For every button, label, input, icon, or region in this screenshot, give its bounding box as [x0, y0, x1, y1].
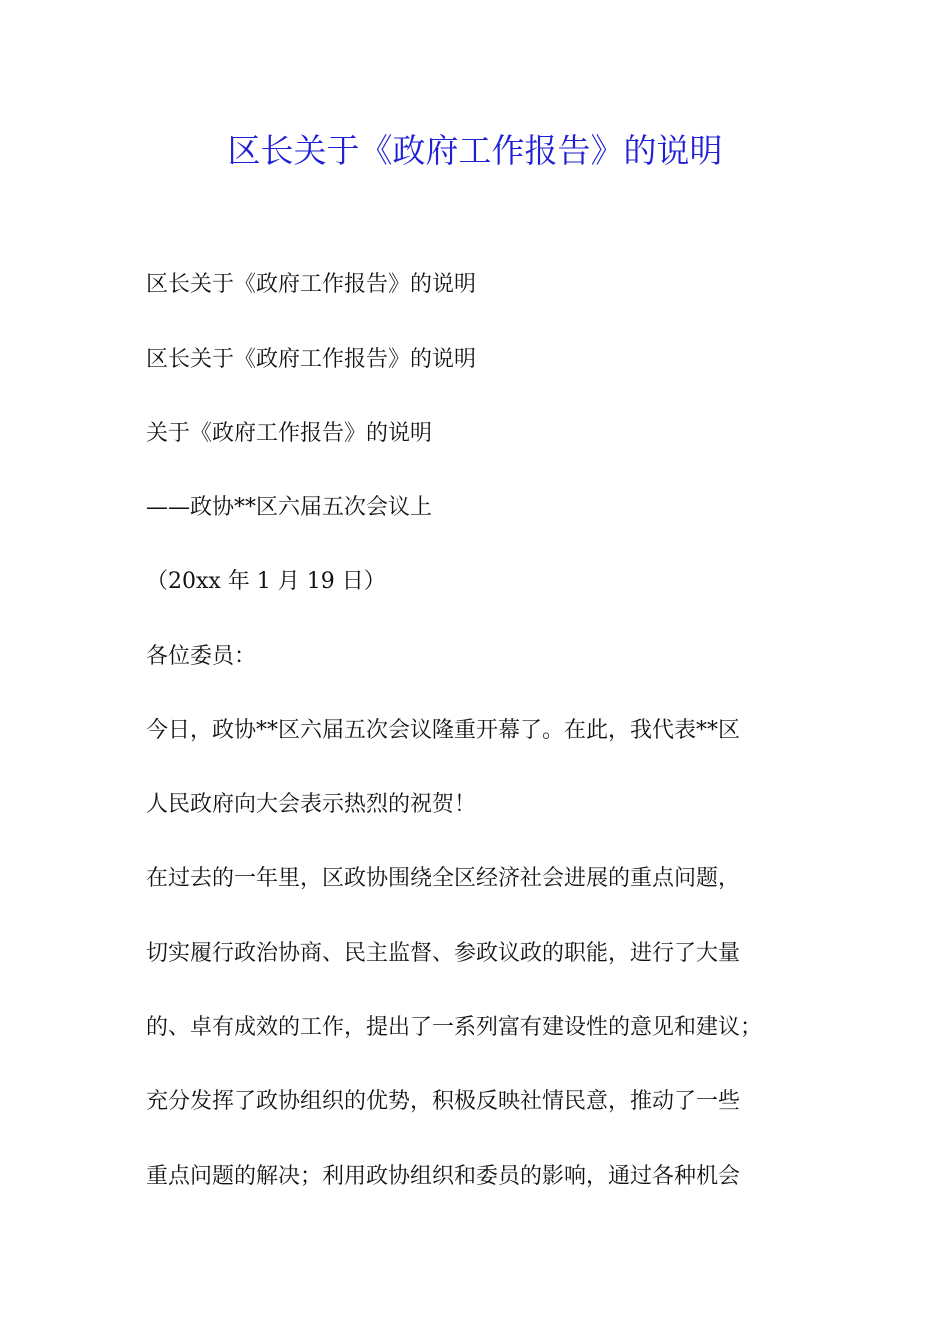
text-line-12: 充分发挥了政协组织的优势，积极反映社情民意，推动了一些 [146, 1089, 741, 1114]
text-line-9: 在过去的一年里，区政协围绕全区经济社会进展的重点问题， [146, 866, 741, 891]
text-line-8: 人民政府向大会表示热烈的祝贺！ [146, 792, 477, 817]
text-line-7: 今日，政协**区六届五次会议隆重开幕了。在此，我代表**区 [146, 718, 741, 743]
document-title: 区长关于《政府工作报告》的说明 [227, 131, 723, 170]
text-line-1: 区长关于《政府工作报告》的说明 [146, 272, 477, 297]
text-line-3: 关于《政府工作报告》的说明 [146, 421, 433, 446]
text-line-13: 重点问题的解决；利用政协组织和委员的影响，通过各种机会 [146, 1164, 741, 1189]
text-line-2: 区长关于《政府工作报告》的说明 [146, 347, 477, 372]
text-line-6: 各位委员： [146, 644, 257, 669]
text-line-10: 切实履行政治协商、民主监督、参政议政的职能，进行了大量 [146, 941, 741, 966]
text-line-4: ——政协**区六届五次会议上 [146, 495, 433, 520]
text-line-5: （20xx 年 1 月 19 日） [146, 569, 386, 594]
text-line-11: 的、卓有成效的工作，提出了一系列富有建设性的意见和建议； [146, 1015, 763, 1040]
